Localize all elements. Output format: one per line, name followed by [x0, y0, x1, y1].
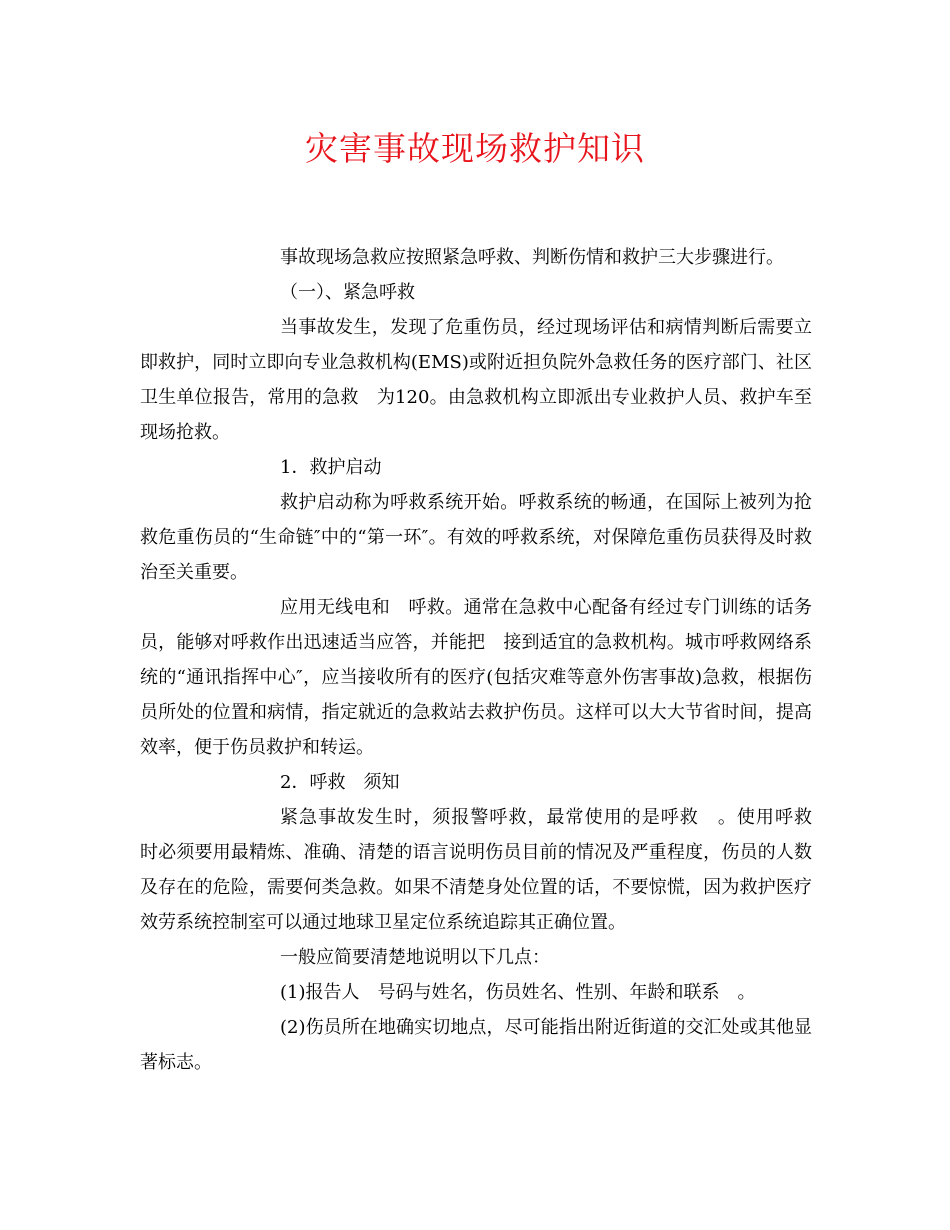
paragraph-emergency-call: 当事故发生，发现了危重伤员，经过现场评估和病情判断后需要立即救护，同时立即向专业急救机构(EMS)或附近担负院外急救任务的医疗部门、社区卫生单位报告，常用的急救 为120。由急救机构立即派出专业救护人员、救护车至现场抢救。	[140, 317, 812, 443]
document-body	[140, 240, 830, 1080]
paragraph-rescue-start: 救护启动称为呼救系统开始。呼救系统的畅通，在国际上被列为抢救危重伤员的“生命链″中的“第一环″。有效的呼救系统，对保障危重伤员获得及时救治至关重要。	[140, 492, 812, 583]
paragraph-intro: 事故现场急救应按照紧急呼救、判断伤情和救护三大步骤进行。	[280, 247, 784, 268]
paragraph-points-intro: 一般应简要清楚地说明以下几点：	[280, 947, 550, 968]
heading-call-notice: 2．呼救 须知	[280, 772, 400, 793]
paragraph-call-notice: 紧急事故发生时，须报警呼救，最常使用的是呼救 。使用呼救 时必须要用最精炼、准确、清楚的语言说明伤员目前的情况及严重程度，伤员的人数及存在的危险，需要何类急救。如果不清楚身处位置的话，不要惊慌，因为救护医疗效劳系统控制室可以通过地球卫星定位系统追踪其正确位置。	[140, 807, 830, 933]
list-item-1: (1)报告人 号码与姓名，伤员姓名、性别、年龄和联系 。	[280, 982, 756, 1003]
heading-rescue-start: 1．救护启动	[280, 457, 382, 478]
list-item-2: (2)伤员所在地确实切地点，尽可能指出附近街道的交汇处或其他显著标志。	[140, 1017, 812, 1073]
document-title: 灾害事故现场救护知识	[305, 129, 645, 168]
paragraph-radio-call: 应用无线电和 呼救。通常在急救中心配备有经过专门训练的话务员，能够对呼救作出迅速适当应答，并能把 接到适宜的急救机构。城市呼救网络系统的“通讯指挥中心″，应当接收所有的医疗(包括灾难等意外伤害事故)急救，根据伤员所处的位置和病情，指定就近的急救站去救护伤员。这样可以大大节省时间，提高效率，便于伤员救护和转运。	[140, 597, 812, 758]
heading-emergency-call: （一）、紧急呼救	[280, 282, 415, 303]
